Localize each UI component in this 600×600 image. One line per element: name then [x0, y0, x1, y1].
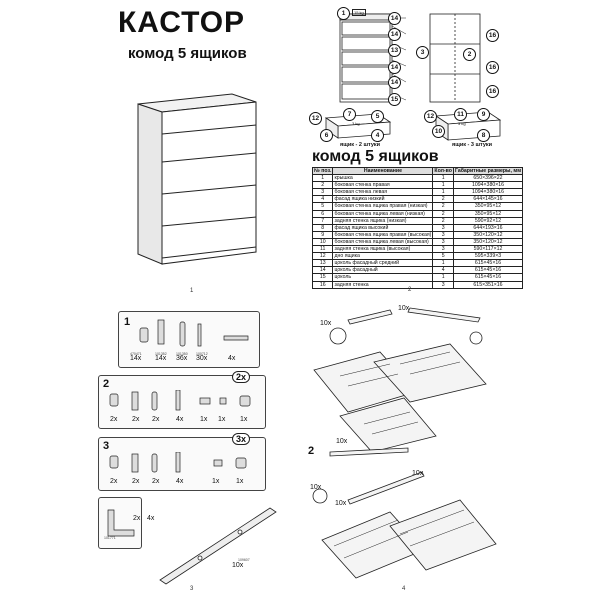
bracket-code: 101771: [104, 536, 116, 540]
hardware-row-3-parts: [106, 452, 262, 474]
table-row: [313, 203, 523, 210]
hw3-qty-6: 1x: [236, 478, 244, 485]
weight-top-label: 15 kg: [354, 10, 364, 15]
assembly-step2-qty-c: 10x: [335, 500, 347, 507]
nail-icon: [198, 324, 201, 346]
hw1-code-2: 101352: [155, 352, 167, 356]
hw2-qty-3: 2x: [152, 416, 160, 423]
callout-drawer-b-9: 9: [477, 108, 490, 121]
cell-name: цоколь фасадный: [333, 267, 433, 274]
cell-pos: 13: [313, 260, 333, 267]
drawer-low-caption: ящик - 2 штуки: [340, 142, 381, 148]
cell-qty: 1: [433, 175, 454, 182]
cell-name: цоколь: [333, 274, 433, 281]
callout-front-14c: 14: [388, 61, 401, 74]
hardware-step-3: 3: [103, 440, 110, 452]
cell-qty: 5: [433, 253, 454, 260]
hw3-qty-4: 4x: [176, 478, 184, 485]
hw2-qty-7: 1x: [240, 416, 248, 423]
table-row: [313, 281, 523, 288]
callout-front-15: 15: [388, 93, 401, 106]
callout-front-14d: 14: [388, 76, 401, 89]
hardware-step-2: 2: [103, 378, 110, 390]
assembly-step1-qty2: 10x: [398, 305, 410, 312]
callout-front-14a: 14: [388, 12, 401, 25]
panel-number-2: 2: [408, 287, 412, 293]
cell-size: 644×145×16: [453, 196, 522, 203]
cell-pos: 15: [313, 274, 333, 281]
assembly-step1-qty: 10x: [320, 320, 332, 327]
hardware-step-1: 1: [124, 316, 131, 328]
hw1-qty-3: 36x: [176, 355, 188, 362]
hw3-qty-3: 2x: [152, 478, 160, 485]
assembly-step2-qty: 10x: [336, 438, 348, 445]
cell-pos: 2: [313, 182, 333, 189]
column-header-name: Наименование: [333, 168, 433, 175]
rail-qty: 10x: [232, 562, 244, 569]
cell-name: задняя стенка ящика (высокая): [333, 246, 433, 253]
cell-pos: 16: [313, 281, 333, 288]
cell-qty: 1: [433, 274, 454, 281]
cell-size: 615×351×16: [453, 281, 522, 288]
hardware-row-2-multiplier: 2x: [232, 371, 250, 383]
cell-pos: 3: [313, 189, 333, 196]
hw3-qty-5: 1x: [212, 478, 220, 485]
hw2-qty-4: 4x: [176, 416, 184, 423]
callout-drawer-a-5: 5: [371, 110, 384, 123]
table-row: [313, 267, 523, 274]
table-row: [313, 217, 523, 224]
cell-size: 350×120×12: [453, 238, 522, 245]
cell-name: крышка: [333, 175, 433, 182]
table-row: [313, 253, 523, 260]
table-row: [313, 189, 523, 196]
cell-size: 350×95×12: [453, 210, 522, 217]
callout-back-16a: 16: [486, 29, 499, 42]
cell-pos: 4: [313, 196, 333, 203]
cell-qty: 2: [433, 217, 454, 224]
cell-pos: 7: [313, 217, 333, 224]
cell-name: боковая стенка ящика правая (высокая): [334, 231, 432, 238]
table-header-row: [313, 168, 523, 175]
cell-size: 615×45×16: [453, 260, 522, 267]
hw3-qty-1: 2x: [110, 478, 118, 485]
hardware-row-1-parts: [138, 316, 256, 352]
cell-qty: 1: [433, 182, 454, 189]
panel-number-4: 4: [402, 586, 406, 592]
bracket-qty-b: 4x: [147, 515, 155, 522]
callout-back-16c: 16: [486, 85, 499, 98]
panel-number-3: 3: [190, 586, 194, 592]
table-row: [313, 196, 523, 203]
callout-drawer-b-8: 8: [477, 129, 490, 142]
table-row: [313, 175, 523, 182]
assembly-step2-qty-d: 10x: [412, 470, 424, 477]
table-row: [313, 238, 523, 245]
cell-size: 1094×380×16: [453, 182, 522, 189]
hw1-qty-2: 14x: [155, 355, 167, 362]
cell-pos: 1: [313, 175, 333, 182]
table-title: комод 5 ящиков: [312, 148, 439, 165]
bracket-icon: [224, 336, 248, 340]
cell-name: задняя стенка ящика (низкая): [333, 217, 433, 224]
hw1-code-4: 100712: [196, 352, 208, 356]
callout-front-13: 13: [388, 44, 401, 57]
product-title: КАСТОР: [118, 6, 246, 39]
rail-code: 109607: [238, 558, 250, 562]
cell-pos: 6: [313, 210, 333, 217]
hw1-qty-4: 30x: [196, 355, 208, 362]
cell-size: 590×117×12: [453, 246, 522, 253]
cell-name: дно ящика: [333, 253, 433, 260]
callout-drawer-a-12: 12: [309, 112, 322, 125]
column-header-pos: № поз.: [314, 168, 332, 174]
cell-size: 650×396×22: [453, 175, 522, 182]
callout-front-1: 1: [337, 7, 350, 20]
cell-qty: 3: [433, 231, 454, 238]
cell-size: 644×193×16: [453, 224, 522, 231]
cell-size: 595×339×3: [453, 253, 522, 260]
cell-qty: 1: [433, 260, 454, 267]
cell-size: 590×92×12: [453, 217, 522, 224]
cell-size: 350×95×12: [453, 203, 522, 210]
cell-name: боковая стенка правая: [333, 182, 433, 189]
dowel-icon: [180, 322, 185, 346]
parts-table: [312, 167, 523, 289]
hw1-code-1: 470471: [130, 352, 142, 356]
hw1-code-3: 101350: [176, 352, 188, 356]
weight-drawer-b: 3 kg: [458, 121, 466, 126]
callout-drawer-a-7: 7: [343, 108, 356, 121]
cell-qty: 2: [433, 196, 454, 203]
cell-qty: 3: [433, 246, 454, 253]
table-row: [313, 210, 523, 217]
product-subtitle: комод 5 ящиков: [128, 45, 247, 62]
callout-front-14b: 14: [388, 28, 401, 41]
cell-qty: 3: [433, 238, 454, 245]
callout-drawer-a-4: 4: [371, 129, 384, 142]
cell-size: 615×45×16: [453, 267, 522, 274]
hw3-qty-2: 2x: [132, 478, 140, 485]
assembly-illustration: [300, 300, 530, 600]
cell-qty: 1: [433, 189, 454, 196]
drawer-high-caption: ящик - 3 штуки: [452, 142, 493, 148]
callout-back-16b: 16: [486, 61, 499, 74]
cell-size: 350×120×12: [453, 231, 522, 238]
cell-name: боковая стенка ящика правая (низкая): [333, 203, 433, 210]
chest-of-drawers-illustration: [120, 82, 270, 282]
drawer-runner-rail-icon: [140, 500, 290, 590]
cell-pos: 14: [313, 267, 333, 274]
hw2-qty-1: 2x: [110, 416, 118, 423]
callout-drawer-b-11: 11: [454, 108, 467, 121]
cell-qty: 3: [433, 224, 454, 231]
cell-size: 1094×380×16: [453, 189, 522, 196]
callout-drawer-a-6: 6: [320, 129, 333, 142]
cell-pos: 10: [313, 238, 333, 245]
cell-qty: 2: [433, 203, 454, 210]
hw2-qty-2: 2x: [132, 416, 140, 423]
callout-drawer-b-10: 10: [432, 125, 445, 138]
hw2-qty-5: 1x: [200, 416, 208, 423]
weight-drawer-a: 3 kg: [352, 121, 360, 126]
assembly-step2-qty-b: 10x: [310, 484, 322, 491]
hw1-qty-1: 14x: [130, 355, 142, 362]
cell-name: фасад ящика высокий: [333, 224, 433, 231]
cell-name: боковая стенка ящика левая (высокая): [333, 238, 433, 245]
table-row: [313, 260, 523, 267]
hardware-row-3-multiplier: 3x: [232, 433, 250, 445]
cell-pos: 5: [313, 203, 333, 210]
cell-pos: 8: [313, 224, 333, 231]
callout-side-2: 2: [463, 48, 476, 61]
bracket-qty-a: 2x: [133, 515, 141, 522]
cell-qty: 2: [433, 210, 454, 217]
hardware-row-2-parts: [106, 390, 262, 412]
cam-lock-icon: [140, 328, 148, 342]
cell-name: боковая стенка ящика левая (низкая): [333, 210, 433, 217]
cell-pos: 12: [313, 253, 333, 260]
table-row: [313, 231, 523, 238]
column-header-qty: Кол-во: [434, 168, 452, 174]
cell-name: цоколь фасадный средний: [333, 260, 433, 267]
cell-name: задняя стенка: [333, 281, 433, 288]
cell-name: боковая стенка левая: [333, 189, 433, 196]
table-row: [313, 182, 523, 189]
cell-qty: 3: [433, 281, 454, 288]
column-header-size: Габаритные размеры, мм: [454, 168, 522, 174]
table-row: [313, 246, 523, 253]
table-row: [313, 224, 523, 231]
cell-pos: 9: [313, 231, 333, 238]
cell-name: фасад ящика низкий: [333, 196, 433, 203]
assembly-step-2: 2: [308, 445, 315, 457]
callout-drawer-b-12: 12: [424, 110, 437, 123]
callout-side-3: 3: [416, 46, 429, 59]
cell-pos: 11: [313, 246, 333, 253]
cam-bolt-icon: [158, 320, 164, 344]
cell-size: 615×45×16: [453, 274, 522, 281]
hw1-qty-5: 4x: [228, 355, 236, 362]
table-row: [313, 274, 523, 281]
panel-number-1: 1: [190, 288, 194, 294]
hw2-qty-6: 1x: [218, 416, 226, 423]
cell-qty: 4: [433, 267, 454, 274]
